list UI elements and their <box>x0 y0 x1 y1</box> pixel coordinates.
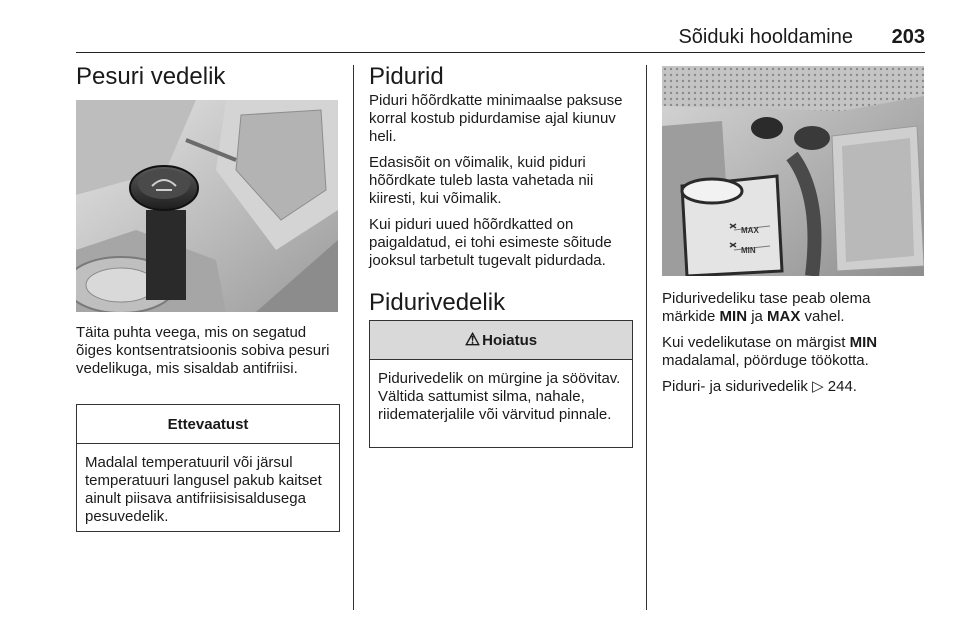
section-heading: Pesuri vedelik <box>76 63 226 90</box>
caution-title: Ettevaatust <box>77 405 339 444</box>
washer-text-block <box>76 324 338 378</box>
page-number: 203 <box>891 26 925 48</box>
warning-header <box>370 321 632 360</box>
min-mark: MIN <box>849 334 878 351</box>
max-mark: MAX <box>767 308 801 325</box>
brake-fluid-reservoir-photo <box>662 66 924 276</box>
brakes-paragraph-1: Piduri hõõrdkatte minimaalse paksuse korral kostub pidurdamise ajal kiunuv heli. <box>369 92 623 145</box>
brakes-section <box>369 62 631 318</box>
chapter-title: Sõiduki hooldamine <box>678 26 853 48</box>
level-text: Pidurivedeliku tase peab olema märkide <box>662 290 871 325</box>
level-text: ja <box>747 308 768 325</box>
page-header <box>76 26 925 52</box>
caution-box <box>76 404 340 532</box>
section-heading: Pidurivedelik <box>369 289 506 316</box>
washer-reservoir-illustration <box>76 100 338 312</box>
washer-reservoir-photo <box>76 100 338 312</box>
page-reference-icon[interactable]: ▷ <box>812 378 824 395</box>
fluid-level-paragraph <box>662 290 924 326</box>
warning-box <box>369 320 633 448</box>
reference-paragraph <box>662 378 924 396</box>
column-divider <box>353 65 354 610</box>
min-mark-label: MIN <box>741 246 756 255</box>
caution-text: Madalal temperatuuril või järsul temperatuuri langusel pakub kaitset ainult piisava antifriisisisaldusega pesuvedelik. <box>85 454 322 525</box>
low-level-text: Kui vedelikutase on märgist <box>662 334 850 351</box>
warning-text: Pidurivedelik on mürgine ja söövitav. Vältida sattumist silma, nahale, riidematerjalile või värvitud pinnale. <box>378 370 621 423</box>
brakes-paragraph-2: Edasisõit on võimalik, kuid piduri hõõrdkate tuleb lasta vahetada nii kiiresti, kui võimalik. <box>369 154 594 207</box>
header-rule <box>76 52 925 53</box>
low-level-text: madalamal, pöörduge töökotta. <box>662 352 869 369</box>
brakes-paragraph-3: Kui piduri uued hõõrdkatted on paigaldatud, ei tohi esimeste sõitude jooksul tarbetult tugevalt pidurdada. <box>369 216 612 269</box>
low-level-paragraph <box>662 334 924 370</box>
reference-page-link[interactable]: 244. <box>827 378 857 395</box>
washer-fluid-section <box>76 62 338 92</box>
brake-reservoir-illustration <box>662 66 924 276</box>
warning-triangle-icon: ⚠ <box>464 330 481 349</box>
reference-text: Piduri- ja sidurivedelik <box>662 378 813 395</box>
brake-fluid-text <box>662 290 924 396</box>
warning-title: Hoiatus <box>482 331 538 349</box>
max-mark-label: MAX <box>741 226 759 235</box>
min-mark: MIN <box>719 308 748 325</box>
section-heading: Pidurid <box>369 63 444 90</box>
column-divider <box>646 65 647 610</box>
level-text: vahel. <box>800 308 845 325</box>
washer-instructions: Täita puhta veega, mis on segatud õiges kontsentratsioonis sobiva pesuri vedelikuga, mis sisaldab antifriisi. <box>76 324 330 377</box>
